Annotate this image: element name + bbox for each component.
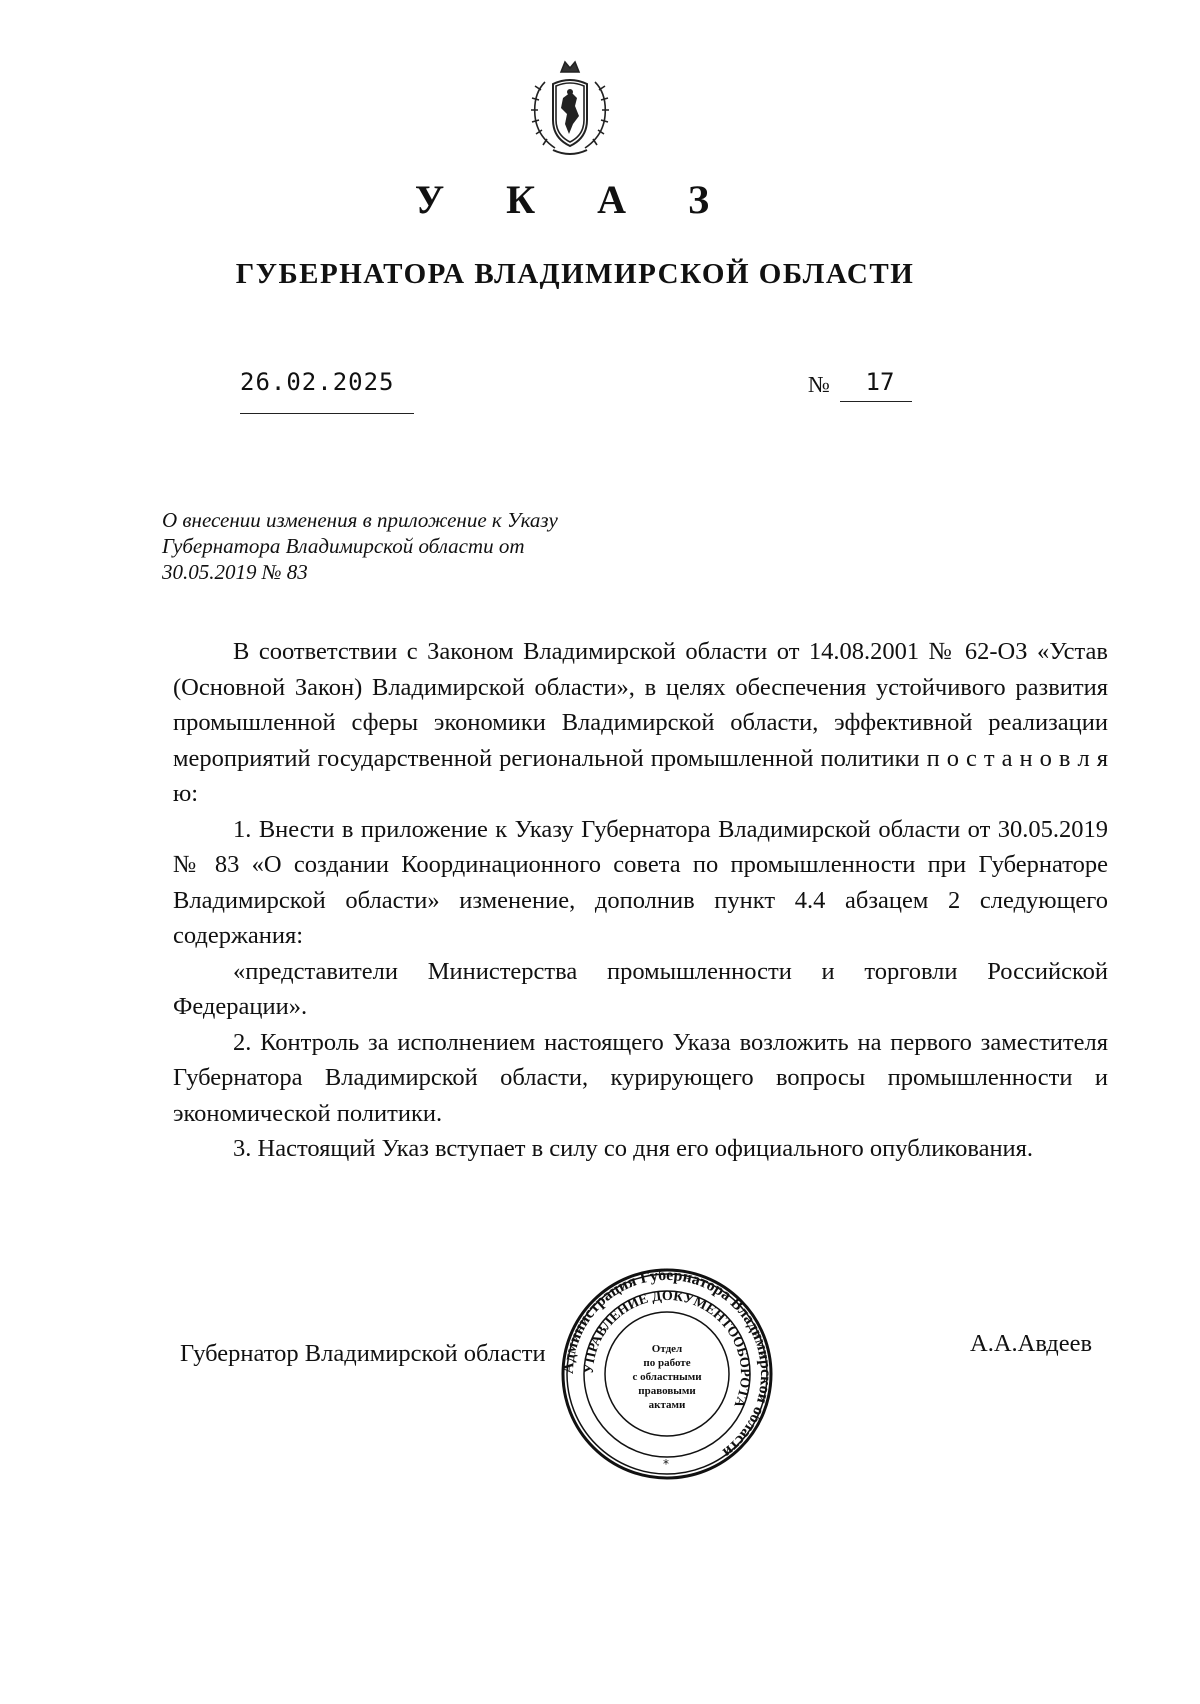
preamble-paragraph: В соответствии с Законом Владимирской области от 14.08.2001 № 62-ОЗ «Устав (Основной Закон) Владимирской области», в целях обеспечения устойчивого развития промышленной сферы экономики Владимирской области, эффективной реализации мероприятий государственной региональной промышленной политики п о с т а н о в л я ю: bbox=[173, 638, 1108, 807]
stamp-outer-text: Администрация Губернатора Владимирской области bbox=[560, 1267, 774, 1461]
stamp-center-line: с областными bbox=[632, 1371, 702, 1383]
document-title: У К А З bbox=[414, 177, 736, 222]
date-underline bbox=[240, 413, 414, 414]
stamp-center-line: правовыми bbox=[638, 1385, 696, 1397]
number-label: № bbox=[808, 372, 830, 397]
clause-2-paragraph: 2. Контроль за исполнением настоящего Указа возложить на первого заместителя Губернатора Владимирской области, курирующего вопросы промышленности и экономической политики. bbox=[173, 1028, 1108, 1127]
decree-number: 17 bbox=[865, 368, 895, 396]
stamp-center-line: актами bbox=[648, 1399, 686, 1411]
decree-subject: О внесении изменения в приложение к Указу Губернатора Владимирской области от 30.05.2019 № 83 bbox=[162, 508, 558, 584]
stamp-inner-text: УПРАВЛЕНИЕ ДОКУМЕНТООБОРОТА bbox=[581, 1288, 753, 1410]
stamp-center-line: по работе bbox=[643, 1357, 691, 1369]
svg-text:*: * bbox=[663, 1457, 669, 1471]
quoted-text-paragraph: «представители Министерства промышленности и торговли Российской Федерации». bbox=[173, 957, 1108, 1020]
clause-1-paragraph: 1. Внести в приложение к Указу Губернатора Владимирской области от 30.05.2019 № 83 «О создании Координационного совета по промышленности при Губернаторе Владимирской области» изменение, дополнив пункт 4.4 абзацем 2 следующего содержания: bbox=[173, 815, 1108, 949]
coat-of-arms-emblem bbox=[523, 58, 617, 162]
clause-3-paragraph: 3. Настоящий Указ вступает в силу со дня его официального опубликования. bbox=[233, 1135, 1034, 1162]
decree-body bbox=[173, 634, 1108, 1167]
signatory-name: А.А.Авдеев bbox=[970, 1330, 1093, 1357]
signatory-title: Губернатор Владимирской области bbox=[180, 1340, 546, 1367]
decree-date: 26.02.2025 bbox=[240, 368, 395, 396]
official-stamp bbox=[560, 1267, 774, 1481]
stamp-center-line: Отдел bbox=[651, 1343, 683, 1355]
number-underline bbox=[840, 401, 912, 402]
document-subtitle: ГУБЕРНАТОРА ВЛАДИМИРСКОЙ ОБЛАСТИ bbox=[235, 258, 915, 290]
